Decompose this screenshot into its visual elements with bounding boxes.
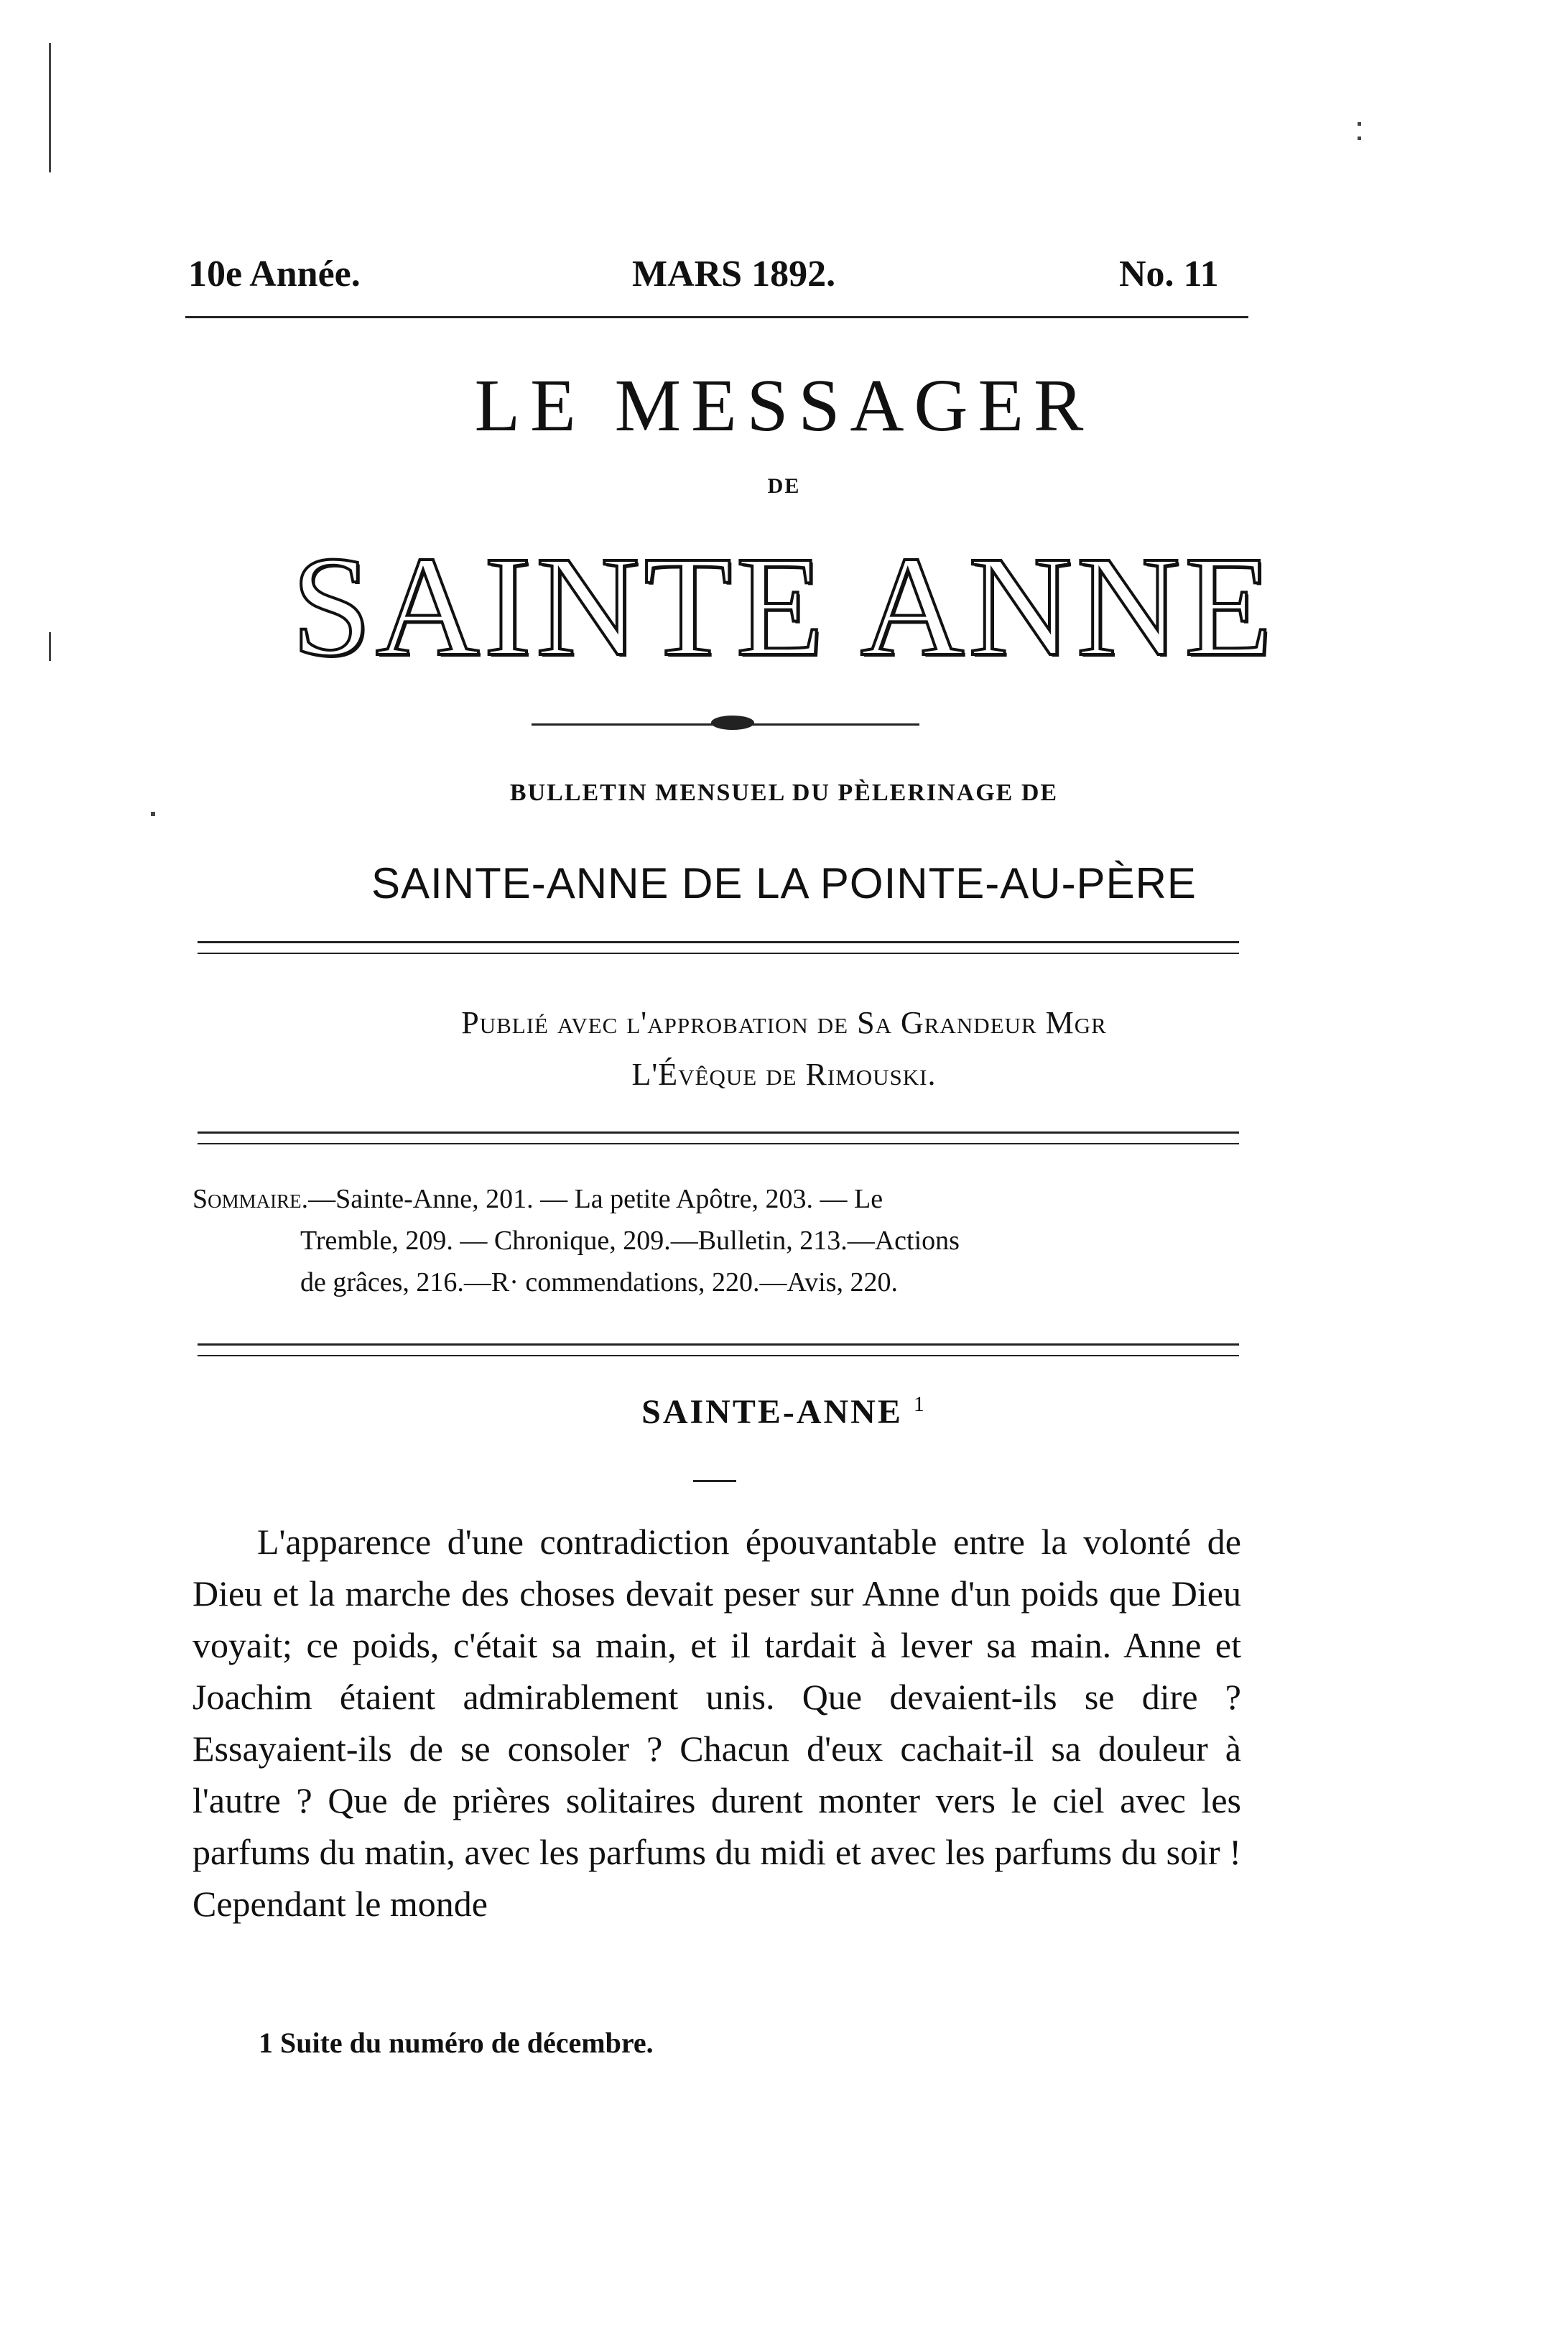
- sommaire-line2: Tremble, 209. — Chronique, 209.—Bulletin, 213.—Actions: [300, 1226, 960, 1256]
- article-title-text: SAINTE-ANNE: [641, 1393, 903, 1431]
- double-rule-top-3: [198, 1343, 1239, 1346]
- double-rule-bottom-3: [198, 1355, 1239, 1356]
- approbation-line2: L'Évêque de Rimouski.: [631, 1057, 937, 1092]
- place-subtitle: SAINTE-ANNE DE LA POINTE-AU-PÈRE: [371, 859, 1197, 907]
- header-rule: [185, 316, 1248, 318]
- issue-number: No. 11: [1119, 254, 1219, 295]
- sommaire-label: Sommaire.: [192, 1184, 309, 1214]
- title-dash: [693, 1480, 736, 1482]
- double-rule-top: [198, 941, 1239, 943]
- masthead-title-line2: SAINTE ANNE: [291, 527, 1277, 686]
- issue-date: MARS 1892.: [632, 254, 836, 295]
- article-paragraph-text: L'apparence d'une contradiction épouvantable entre la volonté de Dieu et la marche des choses devait peser sur Anne d'un poids que Dieu voyait; ce poids, c'était sa main, et il tardait à lever sa main. Anne et Joachim étaient admirablement unis. Que devaient-ils se dire ? Essayaient-ils de se consoler ? Chacun d'eux cachait-il sa douleur à l'autre ? Que de prières solitaires durent monter vers le ciel avec les parfums du matin, avec les parfums du midi et avec les parfums du soir ! Cependant le monde: [192, 1522, 1241, 1924]
- sommaire-line3: de grâces, 216.—R· commendations, 220.—Avis, 220.: [300, 1267, 898, 1297]
- article-paragraph: [192, 1516, 1241, 1930]
- masthead-title-line1: LE MESSAGER: [474, 364, 1094, 447]
- scan-artifact: [151, 812, 155, 816]
- article-title: [0, 1392, 1568, 1432]
- footnote: 1 Suite du numéro de décembre.: [259, 2027, 654, 2059]
- scan-artifact: [1358, 122, 1361, 126]
- scan-artifact: [1358, 136, 1361, 140]
- year-label: 10e Année.: [188, 254, 361, 295]
- double-rule-bottom: [198, 953, 1239, 954]
- double-rule-bottom-2: [198, 1143, 1239, 1144]
- masthead-de: DE: [767, 474, 801, 498]
- approbation-line1: Publié avec l'approbation de Sa Grandeur Mgr: [461, 1005, 1107, 1040]
- sommaire-line1: —Sainte-Anne, 201. — La petite Apôtre, 203. — Le: [308, 1184, 883, 1214]
- double-rule-top-2: [198, 1131, 1239, 1134]
- bulletin-subtitle: BULLETIN MENSUEL DU PÈLERINAGE DE: [509, 779, 1059, 806]
- scan-artifact: [49, 632, 51, 661]
- ornament-icon: [711, 716, 754, 730]
- scan-artifact: [49, 43, 51, 172]
- footnote-marker: 1: [913, 1392, 927, 1416]
- table-of-contents: [192, 1178, 1256, 1303]
